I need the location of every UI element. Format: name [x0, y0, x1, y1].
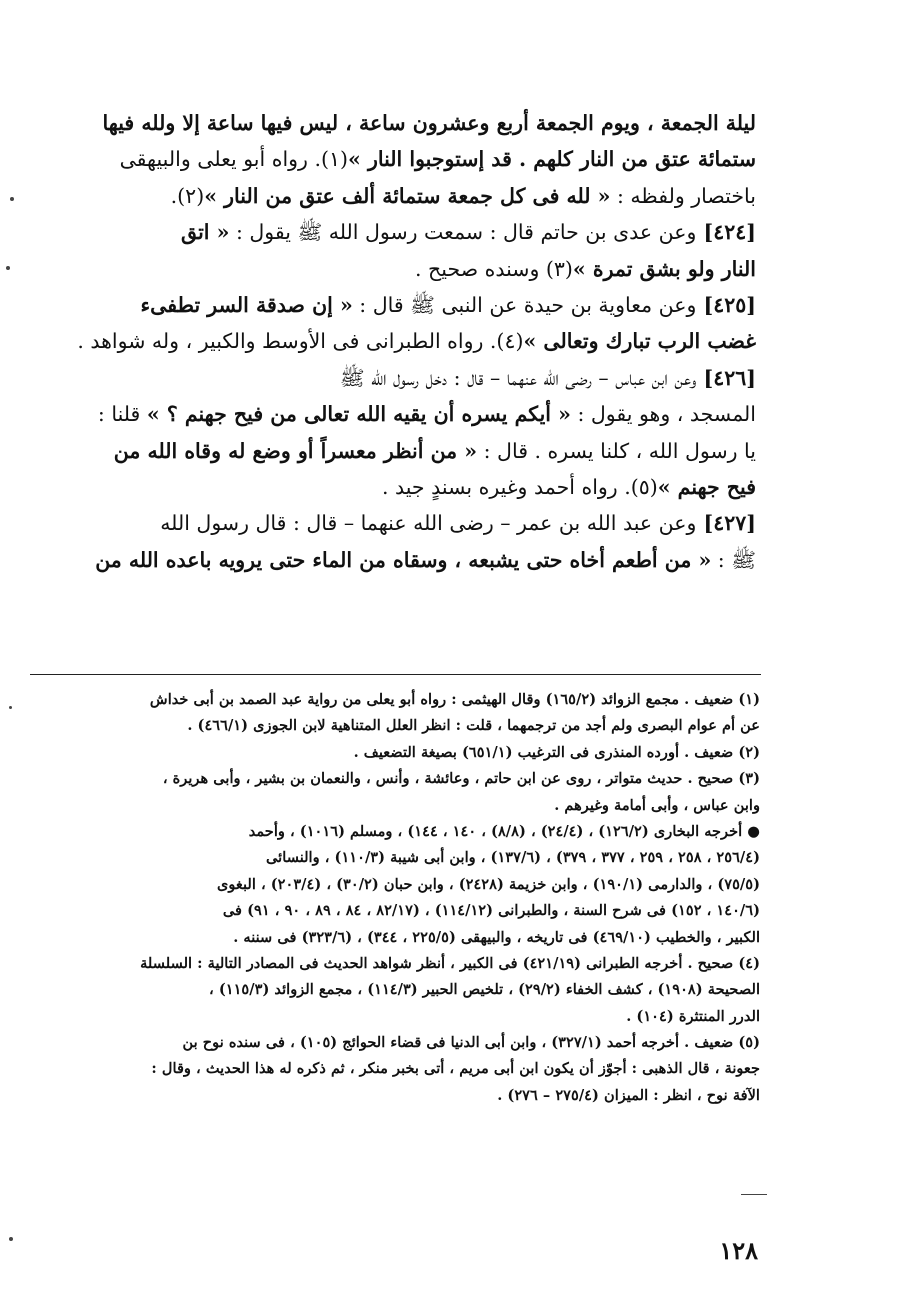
narration-text: قلنا : [97, 402, 147, 427]
narration-text: (٣) وسنده صحيح . [415, 256, 573, 281]
body-line [28, 141, 756, 177]
body-line [28, 360, 756, 396]
body-line [28, 287, 756, 323]
quoted-text: « من أطعم أخاه حتى يشبعه ، وسقاه من الماء حتى يرويه باعده الله من [95, 547, 712, 572]
footnote-line: الكبير ، والخطيب (٤٦٩/١٠) فى تاريخه ، والبيهقى (٢٢٥/٥ ، ٣٤٤) ، (٣٢٣/٦) فى سننه . [233, 928, 760, 946]
body-line [28, 396, 756, 432]
body-line [28, 214, 756, 250]
footnotes [28, 687, 760, 1109]
body-line [28, 505, 756, 541]
scan-speck [10, 197, 14, 201]
main-text [28, 105, 756, 578]
footnote-line: (٧٥/٥) ، والدارمى (١٩٠/١) ، وابن خزيمة (٢٤٢٨) ، وابن حبان (٣٠/٢) ، (٢٠٣/٤) ، البغوى [216, 875, 760, 893]
footnote-line: (٣) صحيح . حديث متواتر ، روى عن ابن حاتم ، وعائشة ، وأنس ، والنعمان بن بشير ، وأبى هريرة ، [162, 770, 760, 788]
footnote-line: (١) ضعيف . مجمع الزوائد (١٦٥/٢) وقال الهيثمى : رواه أبو يعلى من رواية عبد الصمد بن أبى خداش [149, 691, 760, 708]
footnote-line: وابن عباس ، وأبى أمامة وغيرهم . [554, 796, 760, 814]
quoted-text: [٤٢٦] [696, 365, 756, 390]
narration-text: وعن عبد الله بن عمر – رضى الله عنهما – قال : قال رسول الله [160, 511, 697, 536]
footnote-line: الآفة نوح ، انظر : الميزان (٢٧٥/٤ – ٢٧٦) . [497, 1086, 760, 1104]
body-line [28, 323, 756, 359]
body-line [28, 469, 756, 505]
scan-speck [9, 706, 12, 709]
narration-text: وعن عدى بن حاتم قال : سمعت رسول الله ﷺ يقول : [229, 220, 697, 245]
body-line [28, 251, 756, 287]
body-line [28, 178, 756, 214]
footnote-line: عن أم عوام البصرى ولم أجد من ترجمهما ، قلت : انظر العلل المتناهية لابن الجوزى (٤٦٦/١) . [187, 717, 760, 735]
footnote-line: الدرر المنتثرة (١٠٤) . [626, 1007, 760, 1025]
quoted-text: فيح جهنم » [657, 474, 756, 499]
footnote-line: (٢) ضعيف . أورده المنذرى فى الترغيب (٦٥١/١) بصيغة التضعيف . [353, 743, 760, 761]
footnote-line: (١٤٠/٦ ، ١٥٢) فى شرح السنة ، والطبرانى (١١٤/١٢) ، (٨٢/١٧ ، ٨٤ ، ٨٩ ، ٩٠ ، ٩١) فى [222, 902, 760, 920]
quoted-text: [٤٢٧] [696, 511, 756, 536]
footnote-line: الصحيحة (١٩٠٨) ، كشف الخفاء (٢٩/٢) ، تلخيص الحبير (١١٤/٣) ، مجمع الزوائد (١١٥/٣) ، [209, 981, 760, 999]
narration-text: يا رسول الله ، كلنا يسره . قال : [477, 438, 756, 463]
body-line [28, 433, 756, 469]
quoted-text: « من أنظر معسراً أو وضع له وقاه الله من [113, 438, 478, 463]
narration-text: باختصار ولفظه : [610, 183, 756, 208]
footnote-separator [30, 674, 761, 675]
quoted-text: ستمائة عتق من النار كلهم . قد إستوجبوا النار » [348, 147, 756, 172]
narration-text: ﷺ : [711, 547, 756, 572]
narration-text: (١). رواه أبو يعلى والبيهقى [119, 147, 349, 172]
footnote-line: (٤) صحيح . أخرجه الطبرانى (٤٢١/١٩) فى الكبير ، أنظر شواهد الحديث فى المصادر التالية : السلسلة [140, 954, 760, 972]
footnote-line: (٥) ضعيف . أخرجه أحمد (٣٢٧/١) ، وابن أبى الدنيا فى قضاء الحوائج (١٠٥) ، فى سنده نوح بن [182, 1034, 760, 1052]
body-line [28, 542, 756, 578]
narration-text: المسجد ، وهو يقول : [570, 402, 756, 427]
narration-text: وعن معاوية بن حيدة عن النبى ﷺ قال : [352, 292, 697, 317]
scan-speck [9, 1237, 13, 1241]
narration-text: (٢). [170, 183, 205, 208]
page-number: ١٢٨ [719, 1236, 758, 1265]
narration-text: وعن ابن عباس – رضى الله عنهما – قال : دخل رسول الله ﷺ [339, 365, 697, 390]
quoted-text: [٤٢٤] [696, 220, 756, 245]
end-rule [741, 1194, 767, 1195]
quoted-text: « أيكم يسره أن يقيه الله تعالى من فيح جهنم ؟ » [146, 402, 571, 427]
quoted-text: غضب الرب تبارك وتعالى » [523, 329, 756, 354]
footnote-line: جعونة ، قال الذهبى : أجوّز أن يكون ابن أبى مريم ، أتى بخبر منكر ، ثم ذكره له هذا الحديث ، وقال : [151, 1060, 760, 1078]
quoted-text: [٤٢٥] [696, 292, 756, 317]
scan-speck [6, 266, 10, 270]
footnote-line: (٢٥٦/٤ ، ٢٥٨ ، ٢٥٩ ، ٣٧٧ ، ٣٧٩) ، (١٣٧/٦) ، وابن أبى شيبة (١١٠/٣) ، والنسائى [266, 849, 760, 867]
quoted-text: « لله فى كل جمعة ستمائة ألف عتق من النار » [204, 183, 611, 208]
narration-text: (٤). رواه الطبرانى فى الأوسط والكبير ، وله شواهد . [77, 329, 524, 354]
quoted-text: « إن صدقة السر تطفىء [140, 292, 353, 317]
body-line [28, 105, 756, 141]
narration-text: (٥). رواه أحمد وغيره بسندٍ جيد . [381, 474, 658, 499]
footnote-line: ● أخرجه البخارى (١٢٦/٢) ، (٢٤/٤) ، (٨/٨) ، ١٤٠ ، ١٤٤) ، ومسلم (١٠١٦) ، وأحمد [248, 822, 760, 840]
quoted-text: ليلة الجمعة ، ويوم الجمعة أربع وعشرون ساعة ، ليس فيها ساعة إلا ولله فيها [102, 111, 756, 135]
quoted-text: النار ولو بشق تمرة » [572, 256, 756, 281]
quoted-text: « اتق [180, 220, 230, 245]
